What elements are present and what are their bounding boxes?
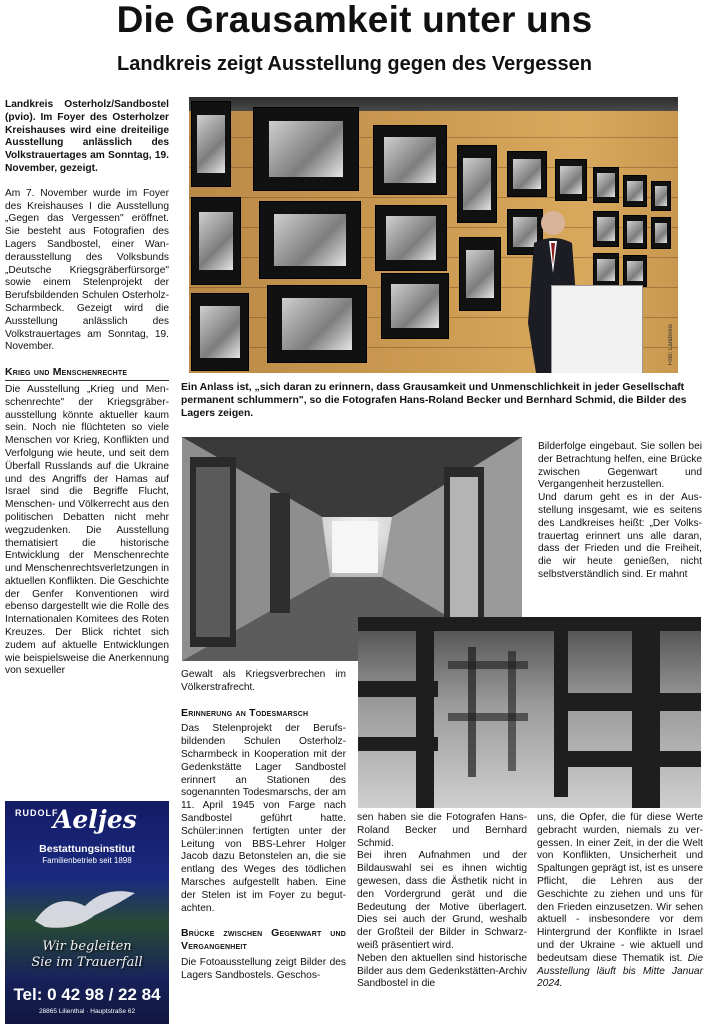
paragraph: Bei ihren Aufnahmen und der Bildauswahl sei es ihnen wichtig gewesen, dass die Ästhetik nicht in den Vordergrund gerät und die Bedeutung der Motive überlagert. Dies sei auch der Grund, weshalb der Großteil der Bilder in Schwarzweiß präsentiert wird. [357,850,527,951]
ad-company-name: Aeljes [53,805,137,834]
paragraph: Am 7. November wurde im Foyer des Kreishauses I die Ausstellung „Gegen das Vergessen" eröffnet. Sie besteht aus Fotografien des Lagers Sandbostel, einer Wanderausstellung des Volksbunds „Deutsche Kriegsgräberfürsorge" sowie einem Stelenprojekt der Berufsbildenden Schulen Osterholz-Scharmbeck. Gezeigt wird die Ausstellung anlässlich des Volkstrauertages am Sonntag, 19. November. [5,187,169,353]
paragraph: Die Ausstellung „Krieg und Menschenrechte" der Kriegsgräberausstellung könnte aktueller kaum sein. Noch nie flüchteten so viele Menschen vor Krieg, Konflikten und Verfolgung wie heute, und seit dem Überfall Russlands auf die Ukraine und des Angriffs der Hamas auf Israel sind die Begriffe Flucht, Menschen- und Völkerrecht aus den politischen Debatten nicht mehr wegzudenken. Die Ausstellung thematisiert die historische Entwicklung der Menschenrechte und Menschenrechtsverletzungen in aktuellen Konflikten. Die Geschichte der Genfer Konventionen wird ebenso dargestellt wie die Rolle des Internationalen Komitees des Roten Kreuzes. Der Blick richtet sich zudem auf aktuelle Entwicklungen wie beispielsweise die Anerkennung von sexueller [5,383,169,677]
photo-caption: Ein Anlass ist, „sich daran zu erinnern, dass Grausamkeit und Unmenschlichkeit in jeder Gesellschaft permanent schlummern", so die Fotografen Hans-Roland Becker und Bernhard Schmid, die Bilder des Lagers zeigen. [181,382,687,419]
paragraph: Bilderfolge eingebaut. Sie sollen bei der Betrachtung helfen, eine Brücke zwischen Gegenwart und Vergangenheit herzustellen. [538,441,702,491]
lectern [551,285,643,373]
ad-address: 28865 Lilienthal · Hauptstraße 62 [38,1008,136,1015]
ad-slogan-line-2: Sie im Trauerfall [31,955,143,970]
ad-phone-number: Tel: 0 42 98 / 22 84 [13,985,161,1004]
ad-slogan [5,939,169,971]
paragraph: Gewalt als Kriegsverbrechen im Völkerstrafrecht. [181,669,346,693]
column-4 [537,812,703,991]
section-heading: Brücke zwischen Gegenwart und Vergangenheit [181,927,346,953]
ad-firstname: RUDOLF [15,808,59,818]
dove-icon [25,881,149,941]
section-heading: Krieg und Menschenrechte [5,366,169,381]
paragraph: Neben den aktuellen sind historische Bilder aus dem Gedenkstätten-Archiv Sandbostel in die [357,952,527,990]
paragraph: sen haben sie die Fotografen Hans-Roland Becker und Bernhard Schmid. [357,812,527,849]
subheadline: Landkreis zeigt Ausstellung gegen des Vergessen [117,53,592,75]
barracks-photo [358,617,701,808]
headline: Die Grausamkeit unter uns [116,0,593,40]
paragraph: Und darum geht es in der Ausstellung insgesamt, wie es seitens des Landkreises heißt: „Der Volkstrauertag erinnert uns alle daran, dass der Frieden und die Freiheit, die wir heute genießen, nicht selbstverständlich sind. Er mahnt [538,492,702,580]
lead-paragraph: Landkreis Osterholz/Sandbostel (pvio). Im Foyer des Osterholzer Kreishauses wird eine dreiteilige Ausstellung anlässlich des Volkstrauertages am Sonntag, 19. November, gezeigt. [5,99,169,174]
column-2 [181,669,346,983]
paragraph: Das Stelenprojekt der Berufsbildenden Schulen Osterholz-Scharmbeck in Kooperation mit der Gedenkstätte Lager Sandbostel erinnert an Stationen des sogenannten Todesmarschs, der am 11. April 1945 von Farge nach Sandbostel geführt hatte. Schüler:innen fertigten unter der Leitung von BBS-Lehrer Holger Jacob dazu Betonstelen an, die sie entlang des Weges des tödlichen Marsches aufgestellt haben. Eine der Stelen ist im Foyer zu begutachten. [181,723,346,914]
ad-slogan-line-1: Wir begleiten [42,939,132,954]
ad-business-type: Bestattungsinstitut [39,843,135,855]
column-right-top [538,441,702,582]
funeral-home-advertisement [5,801,169,1024]
ad-since: Familienbetrieb seit 1898 [42,856,132,865]
exhibition-photo [189,97,678,373]
closing-note: Die Ausstellung läuft bis Mitte Januar 2024. [537,952,703,990]
paragraph: Die Fotoausstellung zeigt Bilder des Lagers Sandbostels. Geschos- [181,956,346,981]
column-1 [5,99,169,678]
column-3 [357,812,527,991]
photo-credit: Foto: Landkreis [668,323,674,365]
paragraph: uns, die Opfer, die für diese Werte gebracht wurden, niemals zu vergessen. In einer Zeit, in der die Welt von Konflikten, Unsicherheit und Spaltungen geprägt ist, ist es unsere Pflicht, die Lehren aus der Geschichte zu ziehen und uns für den Frieden einzusetzen. Wir sehen aktuell - insbesondere vor dem Hintergrund der Konflikte in Israel und der Ukraine - wie aktuell und bedeutsam diese Thematik ist. [537,812,703,964]
section-heading: Erinnerung an Todesmarsch [181,706,309,719]
